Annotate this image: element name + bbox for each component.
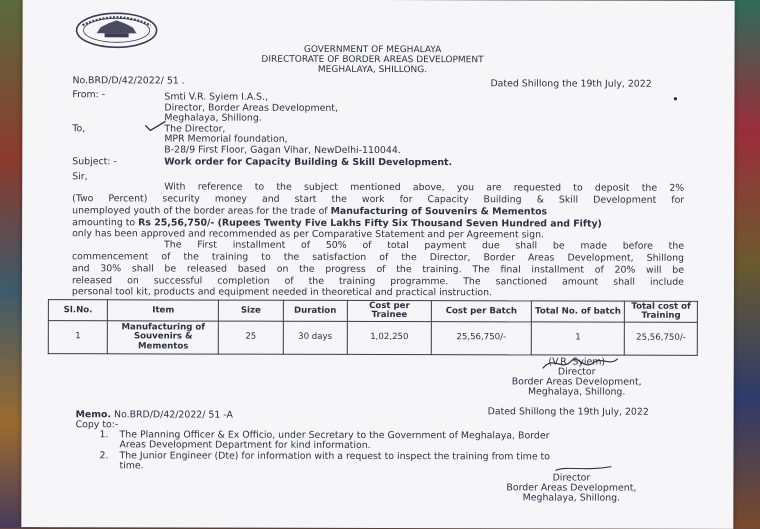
copy-item-2-number: 2. xyxy=(99,450,109,462)
body-p1-line-1: With reference to the subject mentioned above, you are requested to deposit the 2% xyxy=(164,181,685,194)
ink-dot-icon xyxy=(672,96,678,102)
table-header-cell: Total No. of batch xyxy=(531,301,625,322)
subject-label: Subject: - xyxy=(72,156,117,168)
table-cell: 25,56,750/- xyxy=(431,322,531,355)
table-cell: 25 xyxy=(219,321,283,354)
tick-mark-icon xyxy=(144,120,166,132)
header-line-1: GOVERNMENT OF MEGHALAYA xyxy=(303,44,442,56)
table-cell: 25,56,750/- xyxy=(625,322,698,355)
body-p2-line-1: The First installment of 50% of total payment due shall be made before the xyxy=(164,239,685,252)
table-header-cell: Size xyxy=(219,300,283,321)
memo-signatory-title: Director xyxy=(552,472,591,484)
salutation: Sir, xyxy=(72,171,88,183)
header-line-3: MEGHALAYA, SHILLONG. xyxy=(317,64,428,76)
letter-page xyxy=(21,0,734,529)
copy-item-1-line-1: The Planning Officer & Ex Officio, under Secretary to the Government of Meghalaya, Border xyxy=(119,429,550,442)
to-line-1: The Director, xyxy=(164,123,226,135)
table-header-row xyxy=(48,300,697,323)
to-label: To, xyxy=(72,123,86,135)
copy-item-1-number: 1. xyxy=(99,429,109,441)
body-p2-line-2: commencement of the training to the satisfaction of the Director, Border Areas Development, Shillong xyxy=(72,251,685,264)
date-line: Dated Shillong the 19th July, 2022 xyxy=(490,78,652,90)
table-header-cell: Sl.No. xyxy=(48,300,107,321)
table-cell: 30 days xyxy=(283,321,348,354)
table-row xyxy=(48,321,697,356)
to-line-3: B-28/9 First Floor, Gagan Vihar, NewDelhi-110044. xyxy=(164,144,401,157)
from-place: Meghalaya, Shillong. xyxy=(164,112,262,124)
body-p2-line-4: released on successful completion of the training programme. The sanctioned amount shall include xyxy=(71,275,684,288)
body-p2-line-3: and 30% shall be released based on the progress of the training. The final installment of 20% will be xyxy=(71,263,684,276)
signatory-place: Meghalaya, Shillong. xyxy=(527,386,626,398)
body-p1-line-3: unemployed youth of the border areas for the trade of Manufacturing of Souvenirs & Mementos xyxy=(72,205,548,218)
body-p2-line-5: personal tool kit, products and equipment needed in theoretical and practical instruction. xyxy=(71,286,493,299)
reference-number: No.BRD/D/42/2022/ 51 . xyxy=(72,75,185,87)
to-line-2: MPR Memorial foundation, xyxy=(164,133,288,145)
copy-item-2-line-1: The Junior Engineer (Dte) for information with a request to inspect the training from time to xyxy=(119,450,551,463)
government-seal-icon xyxy=(75,11,159,49)
from-designation: Director, Border Areas Development, xyxy=(164,102,338,114)
table-header-cell: Cost per Trainee xyxy=(347,300,431,321)
from-name: Smti V.R. Syiem I.A.S., xyxy=(164,91,268,103)
table-cell: 1,02,250 xyxy=(347,321,431,354)
memo-signatory-place: Meghalaya, Shillong. xyxy=(522,492,621,504)
copy-item-2-line-2: time. xyxy=(119,460,144,472)
subject-text: Work order for Capacity Building & Skill Development. xyxy=(164,156,453,169)
body-p1-line-5: only has been approved and recommended as per Comparative Statement and per Agreement sign. xyxy=(72,228,545,241)
table-cell: 1 xyxy=(531,322,625,355)
copy-to-label: Copy to:- xyxy=(75,419,119,431)
table-cell: Manufacturing of Souvenirs & Mementos xyxy=(108,321,219,354)
memo-date: Dated Shillong the 19th July, 2022 xyxy=(487,406,649,418)
signatory-name: (V.R. Syiem) xyxy=(548,356,606,368)
signatory-title: Director xyxy=(557,366,596,378)
table-header-cell: Total cost of Training xyxy=(625,301,698,322)
training-cost-table xyxy=(48,299,698,356)
memo-reference: Memo. No.BRD/D/42/2022/ 51 -A xyxy=(75,409,233,421)
table-header-cell: Cost per Batch xyxy=(431,301,531,322)
table-header-cell: Duration xyxy=(283,300,348,321)
signatory-org: Border Areas Development, xyxy=(511,376,642,388)
body-p1-line-2: (Two Percent) security money and start the work for Capacity Building & Skill Development for xyxy=(72,193,685,206)
header-line-2: DIRECTORATE OF BORDER AREAS DEVELOPMENT xyxy=(261,54,484,66)
table-header-cell: Item xyxy=(108,300,219,321)
table-cell: 1 xyxy=(48,321,107,354)
copy-item-1-line-2: Areas Development Department for kind information. xyxy=(119,439,371,451)
memo-signatory-org: Border Areas Development, xyxy=(506,482,637,494)
from-label: From: - xyxy=(72,89,106,101)
body-p1-line-4: amounting to Rs 25,56,750/- (Rupees Twenty Five Lakhs Fifty Six Thousand Seven Hundred and Fifty) xyxy=(72,217,602,230)
